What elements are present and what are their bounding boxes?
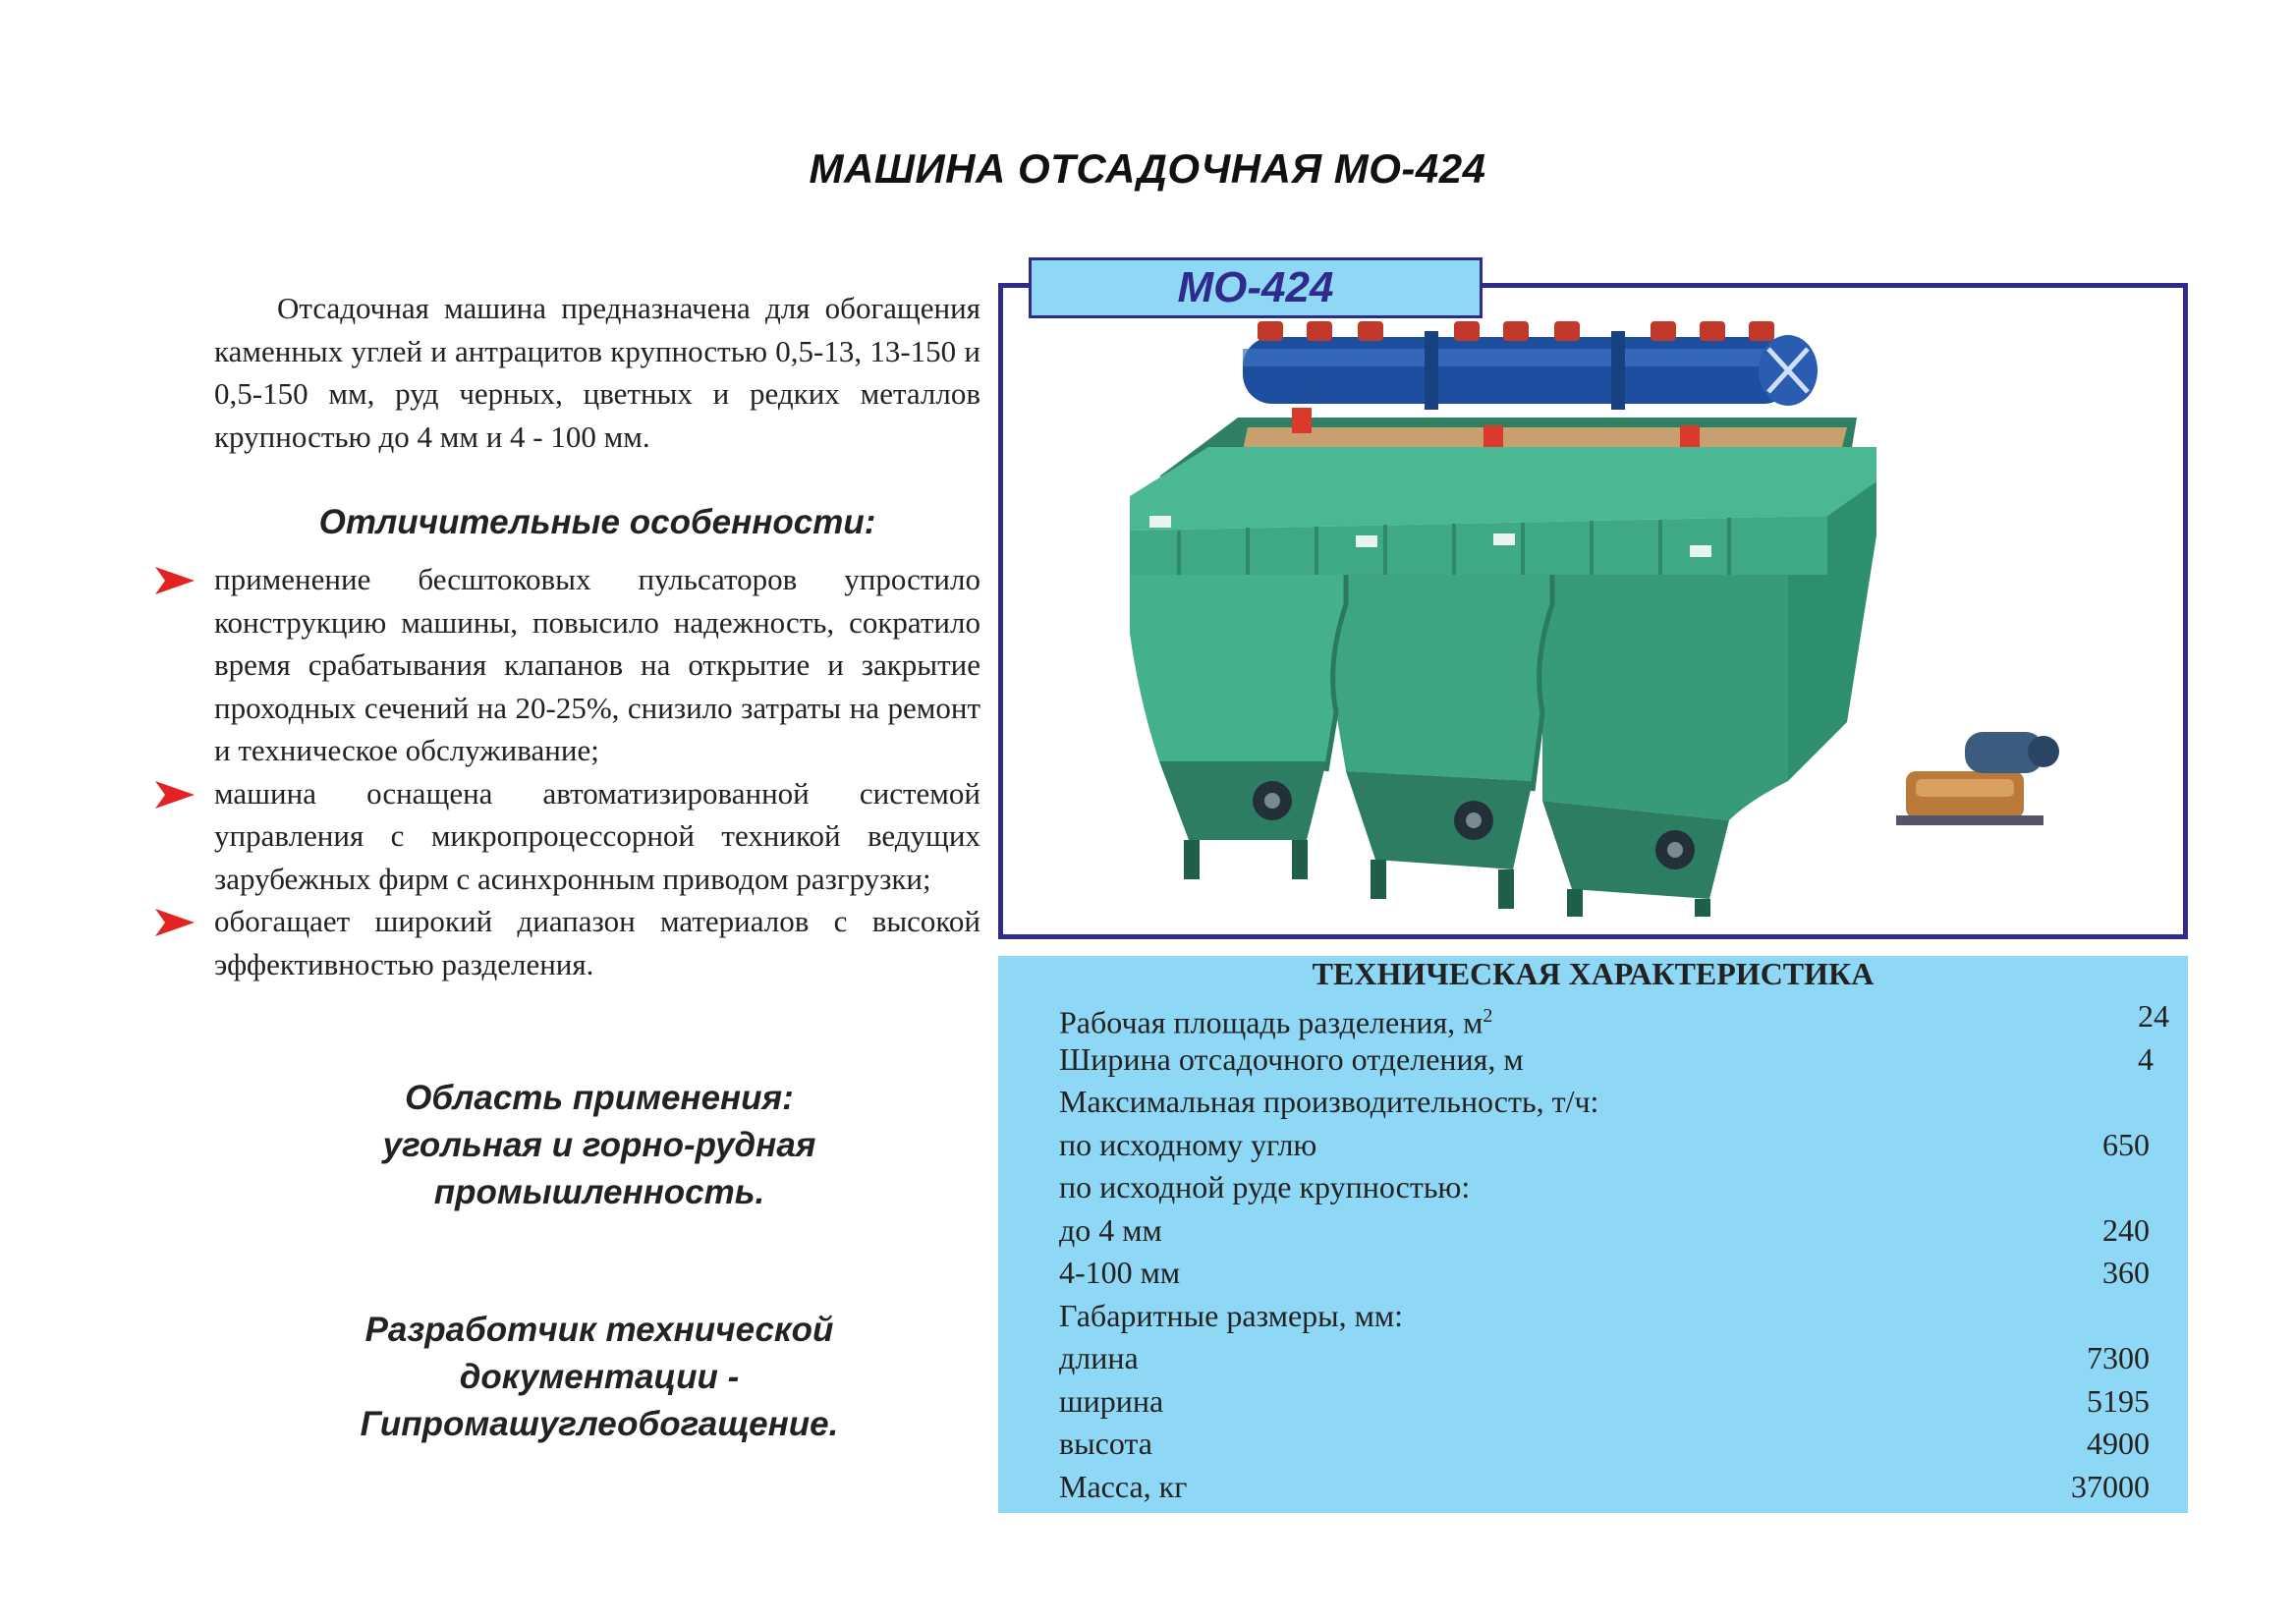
jig-machine-illustration (1100, 309, 2083, 919)
spec-label: Ширина отсадочного отделения, м (1059, 1040, 1524, 1077)
spec-value: 4900 (2087, 1426, 2150, 1461)
spec-row (1059, 1166, 2159, 1209)
spec-label: длина (1059, 1340, 1139, 1375)
spec-label: 4-100 мм (1059, 1255, 1181, 1290)
spec-value: 4 (2138, 1040, 2154, 1077)
spec-row (1059, 1209, 2159, 1253)
feature-item (214, 772, 980, 901)
spec-label: по исходному углю (1059, 1126, 1317, 1162)
tech-spec-panel (998, 956, 2188, 1513)
application-text: угольная и горно-рудная (382, 1126, 816, 1164)
spec-label: Максимальная производительность, т/ч: (1059, 1084, 1599, 1119)
application-text: промышленность. (433, 1173, 765, 1211)
spec-row (1059, 995, 2169, 1040)
spec-value: 5195 (2087, 1382, 2150, 1419)
spec-value: 650 (2102, 1126, 2150, 1162)
spec-label: Рабочая площадь разделения, $м^2$ (1059, 1004, 1493, 1040)
spec-value: 7300 (2087, 1340, 2150, 1375)
developer-block (246, 1307, 953, 1448)
tech-spec-rows (1059, 995, 2169, 1508)
spec-row (1059, 1295, 2159, 1338)
developer-heading: Разработчик технической (364, 1311, 834, 1349)
feature-text: применение бесштоковых пульсаторов упростило конструкцию машины, повысило надежность, сократило время срабатывания клапанов на открытие и закрытие проходных сечений на 20-25%, снизило затраты на ремонт и техническое обслуживание; (214, 562, 980, 767)
spec-row (1059, 1124, 2159, 1167)
spec-label: до 4 мм (1059, 1211, 1162, 1248)
spec-row (1059, 1423, 2159, 1466)
spec-label: Габаритные размеры, мм: (1059, 1297, 1404, 1333)
spec-row (1059, 1038, 2159, 1082)
spec-label: высота (1059, 1426, 1152, 1461)
spec-row (1059, 1380, 2159, 1424)
spec-value: 360 (2102, 1255, 2150, 1290)
application-heading: Область применения: (405, 1079, 794, 1117)
page-title: МАШИНА ОТСАДОЧНАЯ МО-424 (809, 145, 1486, 192)
feature-item (214, 558, 980, 772)
model-label-tab: МО-424 (1029, 257, 1483, 318)
red-arrow-icon (155, 909, 195, 936)
developer-name: Гипромашуглеобогащение. (360, 1405, 839, 1443)
superscript-2: 2 (1483, 1005, 1493, 1027)
features-list (214, 558, 980, 985)
tech-spec-heading: ТЕХНИЧЕСКАЯ ХАРАКТЕРИСТИКА (1312, 956, 1875, 991)
feature-item (214, 900, 980, 985)
features-heading: Отличительные особенности: (318, 503, 876, 541)
spec-label: по исходной руде крупностью: (1059, 1169, 1471, 1204)
red-arrow-icon (155, 781, 195, 809)
intro-paragraph (214, 287, 980, 458)
developer-text: документации - (459, 1358, 740, 1396)
intro-text: Отсадочная машина предназначена для обогащения каменных углей и антрацитов крупностью 0,5-13, 13-150 и 0,5-150 мм, руд черных, цветных и редких металлов крупностью до 4 мм и 4 - 100 мм. (214, 291, 980, 454)
spec-row (1059, 1252, 2159, 1295)
spec-row (1059, 1466, 2159, 1509)
feature-text: машина оснащена автоматизированной системой управления с микропроцессорной техникой ведущих зарубежных фирм с асинхронным приводом разгрузки; (214, 775, 980, 896)
spec-value: 37000 (2071, 1468, 2150, 1504)
spec-label: Масса, кг (1059, 1468, 1188, 1504)
spec-value: 24 (2138, 998, 2169, 1034)
feature-text: обогащает широкий диапазон материалов с высокой эффективностью разделения. (214, 904, 980, 981)
red-arrow-icon (155, 567, 195, 594)
spec-row (1059, 1337, 2159, 1380)
spec-row (1059, 1081, 2159, 1124)
spec-value: 240 (2102, 1211, 2150, 1248)
spec-label: ширина (1059, 1382, 1164, 1419)
application-area (246, 1075, 953, 1216)
